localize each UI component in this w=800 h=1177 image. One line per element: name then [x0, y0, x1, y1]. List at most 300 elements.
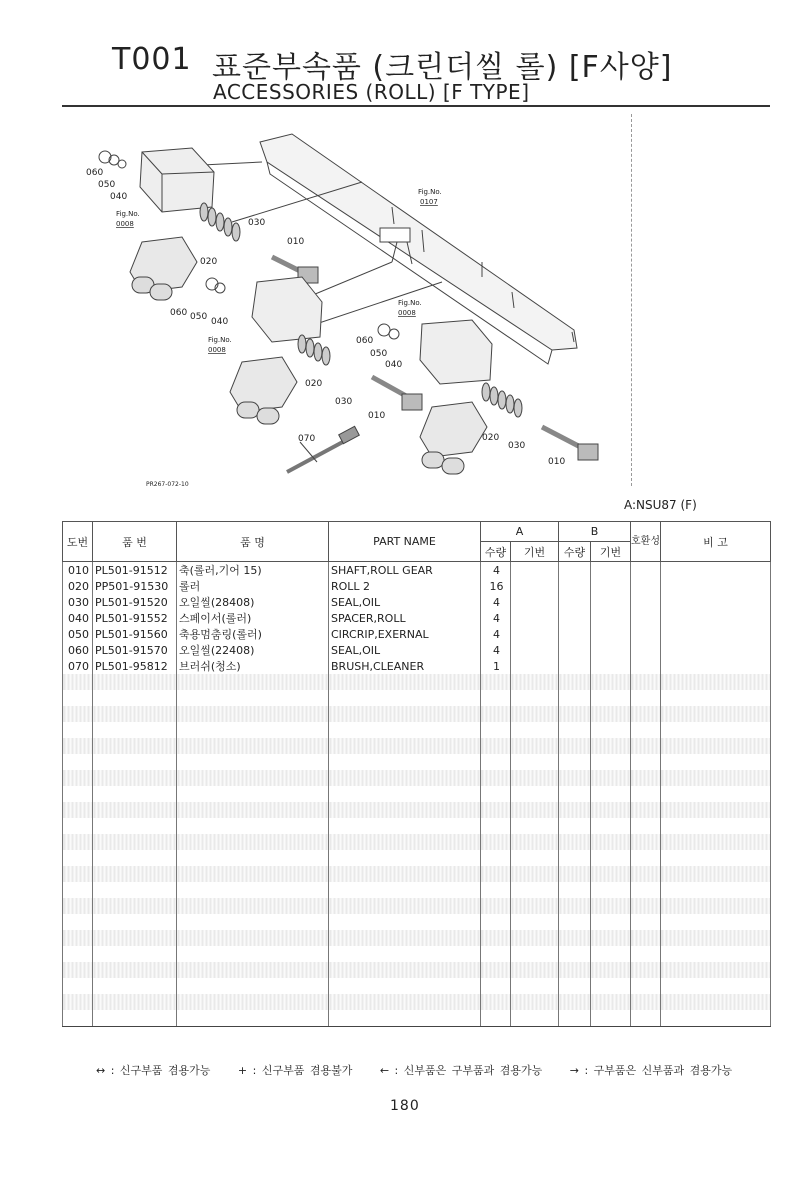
- cell-empty: [63, 978, 93, 994]
- cell-empty: [631, 850, 661, 866]
- model-label: A:NSU87 (F): [624, 498, 697, 512]
- col-header-no: 도번: [63, 522, 93, 562]
- cell-no: 070: [63, 658, 93, 674]
- cell-empty: [661, 850, 771, 866]
- cell-empty: [591, 626, 631, 642]
- page-title-english: ACCESSORIES (ROLL) [F TYPE]: [213, 80, 530, 104]
- cell-empty: [559, 658, 591, 674]
- cell-empty: [63, 930, 93, 946]
- cell-empty: [511, 562, 559, 579]
- cell-empty: [329, 770, 481, 786]
- cell-empty: [63, 898, 93, 914]
- cell-empty: [93, 962, 177, 978]
- cell-empty: [63, 770, 93, 786]
- cell-empty: [329, 994, 481, 1010]
- cell-empty: [177, 786, 329, 802]
- cell-empty: [63, 914, 93, 930]
- cell-no: 020: [63, 578, 93, 594]
- cell-empty: [481, 914, 511, 930]
- cell-empty: [661, 706, 771, 722]
- cell-empty: [63, 802, 93, 818]
- cell-empty: [631, 786, 661, 802]
- table-row-blank: [63, 802, 771, 818]
- cell-empty: [177, 850, 329, 866]
- cell-empty: [511, 866, 559, 882]
- cell-qty-a: 4: [481, 626, 511, 642]
- table-row-blank: [63, 978, 771, 994]
- col-header-qty-b: 수량: [559, 542, 591, 562]
- table-row: [63, 562, 771, 579]
- cell-empty: [661, 642, 771, 658]
- cell-empty: [329, 962, 481, 978]
- cell-empty: [591, 898, 631, 914]
- cell-empty: [591, 690, 631, 706]
- cell-empty: [559, 978, 591, 994]
- callout-060-a: 060: [86, 168, 104, 178]
- callout-020-c: 020: [482, 433, 500, 443]
- cell-empty: [63, 786, 93, 802]
- cell-empty: [63, 738, 93, 754]
- callout-050-c: 050: [370, 349, 388, 359]
- cell-empty: [63, 834, 93, 850]
- fig-ref-code-4: 0008: [398, 309, 416, 317]
- col-header-group-a: A: [481, 522, 559, 542]
- cell-empty: [661, 962, 771, 978]
- legend-item-4: → : 구부품은 신부품과 겸용가능: [569, 1064, 733, 1077]
- cell-empty: [481, 930, 511, 946]
- cell-empty: [177, 690, 329, 706]
- cell-name-kr: 브러쉬(청소): [177, 658, 329, 674]
- cell-name-kr: 축(롤러,기어 15): [177, 562, 329, 579]
- cell-empty: [329, 802, 481, 818]
- table-row-blank: [63, 946, 771, 962]
- cell-empty: [591, 610, 631, 626]
- table-row: [63, 578, 771, 594]
- fig-ref-code-3: 0008: [208, 346, 226, 354]
- cell-empty: [559, 994, 591, 1010]
- cell-empty: [481, 962, 511, 978]
- cell-empty: [177, 802, 329, 818]
- cell-empty: [177, 882, 329, 898]
- cell-empty: [93, 834, 177, 850]
- col-header-part-name: PART NAME: [329, 522, 481, 562]
- cell-empty: [177, 962, 329, 978]
- cell-name-kr: 오일씰(22408): [177, 642, 329, 658]
- cell-empty: [329, 754, 481, 770]
- cell-empty: [591, 674, 631, 690]
- cell-empty: [661, 866, 771, 882]
- cell-part-name: SEAL,OIL: [329, 642, 481, 658]
- cell-empty: [63, 962, 93, 978]
- cell-empty: [559, 738, 591, 754]
- cell-empty: [559, 610, 591, 626]
- cell-empty: [631, 914, 661, 930]
- cell-empty: [93, 946, 177, 962]
- cell-empty: [177, 722, 329, 738]
- cell-empty: [511, 850, 559, 866]
- table-row: [63, 626, 771, 642]
- table-row-blank: [63, 786, 771, 802]
- cell-empty: [511, 962, 559, 978]
- cell-empty: [481, 706, 511, 722]
- cell-qty-a: 16: [481, 578, 511, 594]
- cell-empty: [329, 674, 481, 690]
- table-row: [63, 594, 771, 610]
- callout-060-b: 060: [170, 308, 188, 318]
- cell-empty: [559, 850, 591, 866]
- cell-part-name: CIRCRIP,EXERNAL: [329, 626, 481, 642]
- cell-empty: [631, 866, 661, 882]
- callout-010-a: 010: [287, 237, 305, 247]
- cell-empty: [631, 690, 661, 706]
- cell-empty: [559, 562, 591, 579]
- cell-empty: [591, 930, 631, 946]
- cell-empty: [93, 722, 177, 738]
- cell-name-kr: 오일씰(28408): [177, 594, 329, 610]
- cell-empty: [591, 594, 631, 610]
- cell-empty: [559, 770, 591, 786]
- fig-ref-code-2: 0008: [116, 220, 134, 228]
- cell-no: 050: [63, 626, 93, 642]
- cell-empty: [661, 626, 771, 642]
- header-rule: [62, 105, 770, 107]
- callout-030-c: 030: [508, 441, 526, 451]
- table-row-blank: [63, 754, 771, 770]
- cell-empty: [177, 674, 329, 690]
- cell-empty: [93, 1010, 177, 1027]
- cell-empty: [481, 722, 511, 738]
- cell-empty: [481, 946, 511, 962]
- cell-no: 030: [63, 594, 93, 610]
- table-row-blank: [63, 994, 771, 1010]
- page-number: 180: [390, 1098, 420, 1114]
- cell-empty: [591, 642, 631, 658]
- cell-empty: [511, 946, 559, 962]
- table-row-blank: [63, 866, 771, 882]
- cell-empty: [481, 802, 511, 818]
- cell-empty: [591, 994, 631, 1010]
- legend-item-2: + : 신구부품 겸용불가: [237, 1064, 353, 1077]
- cell-empty: [329, 946, 481, 962]
- cell-empty: [511, 594, 559, 610]
- cell-empty: [93, 978, 177, 994]
- drawing-id: PR267-072-10: [146, 481, 189, 488]
- cell-part-no: PL501-91512: [93, 562, 177, 579]
- cell-empty: [559, 802, 591, 818]
- cell-empty: [329, 882, 481, 898]
- cell-empty: [329, 738, 481, 754]
- cell-empty: [481, 690, 511, 706]
- cell-empty: [481, 978, 511, 994]
- cell-empty: [329, 722, 481, 738]
- page-code: T001: [112, 42, 192, 77]
- cell-empty: [63, 722, 93, 738]
- callout-070: 070: [298, 434, 316, 444]
- callout-030-a: 030: [248, 218, 266, 228]
- table-row-blank: [63, 674, 771, 690]
- cell-empty: [329, 786, 481, 802]
- cell-empty: [511, 642, 559, 658]
- cell-empty: [93, 770, 177, 786]
- cell-empty: [559, 914, 591, 930]
- cell-empty: [511, 738, 559, 754]
- cell-qty-a: 4: [481, 562, 511, 579]
- table-row: [63, 642, 771, 658]
- cell-empty: [93, 802, 177, 818]
- fig-ref-code-1: 0107: [420, 198, 438, 206]
- cell-empty: [631, 658, 661, 674]
- cell-empty: [631, 610, 661, 626]
- cell-empty: [631, 674, 661, 690]
- col-header-base-b: 기번: [591, 542, 631, 562]
- cell-empty: [591, 562, 631, 579]
- cell-empty: [511, 578, 559, 594]
- cell-empty: [177, 994, 329, 1010]
- cell-empty: [591, 706, 631, 722]
- cell-empty: [591, 1010, 631, 1027]
- cell-empty: [661, 690, 771, 706]
- cell-empty: [93, 898, 177, 914]
- cell-empty: [559, 594, 591, 610]
- cell-empty: [661, 914, 771, 930]
- cell-empty: [631, 946, 661, 962]
- cell-empty: [559, 786, 591, 802]
- cell-empty: [177, 770, 329, 786]
- cell-empty: [93, 754, 177, 770]
- cell-empty: [661, 786, 771, 802]
- cell-empty: [591, 578, 631, 594]
- col-header-name-kr: 품 명: [177, 522, 329, 562]
- cell-empty: [661, 818, 771, 834]
- cell-empty: [93, 818, 177, 834]
- diagram-divider: [631, 114, 632, 486]
- cell-empty: [591, 802, 631, 818]
- cell-empty: [591, 946, 631, 962]
- cell-empty: [481, 674, 511, 690]
- cell-empty: [93, 914, 177, 930]
- cell-empty: [559, 818, 591, 834]
- cell-empty: [591, 866, 631, 882]
- cell-empty: [177, 946, 329, 962]
- table-row-blank: [63, 770, 771, 786]
- table-row-blank: [63, 914, 771, 930]
- table-row-blank: [63, 930, 771, 946]
- cell-empty: [177, 706, 329, 722]
- cell-empty: [511, 690, 559, 706]
- cell-part-name: BRUSH,CLEANER: [329, 658, 481, 674]
- cell-empty: [329, 850, 481, 866]
- cell-empty: [511, 994, 559, 1010]
- cell-empty: [591, 914, 631, 930]
- cell-empty: [591, 722, 631, 738]
- cell-empty: [63, 674, 93, 690]
- cell-empty: [631, 898, 661, 914]
- cell-empty: [93, 786, 177, 802]
- callout-010-c: 010: [548, 457, 566, 467]
- cell-empty: [177, 818, 329, 834]
- callout-020-a: 020: [200, 257, 218, 267]
- cell-part-name: SEAL,OIL: [329, 594, 481, 610]
- table-row-blank: [63, 850, 771, 866]
- parts-table-body: [63, 562, 771, 1027]
- cell-part-name: ROLL 2: [329, 578, 481, 594]
- cell-empty: [481, 770, 511, 786]
- cell-qty-a: 1: [481, 658, 511, 674]
- cell-empty: [591, 738, 631, 754]
- cell-empty: [511, 722, 559, 738]
- cell-empty: [511, 818, 559, 834]
- cell-empty: [661, 738, 771, 754]
- table-row-blank: [63, 818, 771, 834]
- cell-empty: [631, 626, 661, 642]
- cell-empty: [177, 898, 329, 914]
- cell-empty: [93, 930, 177, 946]
- cell-empty: [93, 850, 177, 866]
- cell-empty: [631, 834, 661, 850]
- cell-name-kr: 스페이서(롤러): [177, 610, 329, 626]
- table-row-blank: [63, 882, 771, 898]
- table-row-blank: [63, 834, 771, 850]
- cell-empty: [511, 626, 559, 642]
- cell-empty: [631, 594, 661, 610]
- callout-050-b: 050: [190, 312, 208, 322]
- cell-empty: [329, 898, 481, 914]
- fig-ref-label-3: Fig.No.: [208, 336, 232, 344]
- cell-empty: [591, 882, 631, 898]
- page-title-korean: 표준부속품 (크린더씰 롤) [F사양]: [212, 50, 673, 85]
- cell-empty: [559, 642, 591, 658]
- cell-empty: [559, 866, 591, 882]
- callout-050-a: 050: [98, 180, 116, 190]
- cell-empty: [661, 722, 771, 738]
- col-header-group-b: B: [559, 522, 631, 542]
- fig-ref-label-2: Fig.No.: [116, 210, 140, 218]
- cell-empty: [661, 882, 771, 898]
- cell-part-no: PL501-91570: [93, 642, 177, 658]
- cell-empty: [559, 834, 591, 850]
- cell-empty: [661, 898, 771, 914]
- cell-empty: [631, 642, 661, 658]
- parts-table: [62, 521, 771, 1027]
- cell-empty: [511, 978, 559, 994]
- cell-empty: [559, 706, 591, 722]
- cell-empty: [481, 850, 511, 866]
- cell-empty: [661, 594, 771, 610]
- cell-empty: [329, 930, 481, 946]
- cell-empty: [93, 706, 177, 722]
- cell-empty: [63, 866, 93, 882]
- cell-empty: [511, 610, 559, 626]
- cell-empty: [177, 930, 329, 946]
- cell-empty: [177, 834, 329, 850]
- cell-empty: [559, 722, 591, 738]
- cell-empty: [481, 818, 511, 834]
- cell-empty: [481, 754, 511, 770]
- cell-empty: [631, 722, 661, 738]
- cell-name-kr: 롤러: [177, 578, 329, 594]
- cell-empty: [329, 978, 481, 994]
- col-header-qty-a: 수량: [481, 542, 511, 562]
- cell-empty: [661, 754, 771, 770]
- cell-empty: [631, 962, 661, 978]
- table-row-blank: [63, 1010, 771, 1027]
- compatibility-legend: [96, 1062, 754, 1078]
- cell-empty: [661, 674, 771, 690]
- cell-empty: [661, 834, 771, 850]
- cell-empty: [631, 882, 661, 898]
- cell-empty: [511, 658, 559, 674]
- cell-empty: [177, 1010, 329, 1027]
- cell-empty: [329, 690, 481, 706]
- cell-empty: [329, 1010, 481, 1027]
- cell-empty: [511, 882, 559, 898]
- fig-ref-label-1: Fig.No.: [418, 188, 442, 196]
- cell-empty: [63, 850, 93, 866]
- cell-empty: [63, 1010, 93, 1027]
- cell-part-no: PL501-95812: [93, 658, 177, 674]
- cell-empty: [661, 658, 771, 674]
- cell-part-name: SHAFT,ROLL GEAR: [329, 562, 481, 579]
- cell-qty-a: 4: [481, 642, 511, 658]
- cell-empty: [661, 802, 771, 818]
- cell-empty: [329, 818, 481, 834]
- cell-empty: [559, 674, 591, 690]
- cell-empty: [631, 706, 661, 722]
- cell-empty: [481, 834, 511, 850]
- fig-ref-label-4: Fig.No.: [398, 299, 422, 307]
- cell-empty: [631, 818, 661, 834]
- cell-part-name: SPACER,ROLL: [329, 610, 481, 626]
- cell-no: 010: [63, 562, 93, 579]
- cell-empty: [511, 674, 559, 690]
- cell-empty: [177, 754, 329, 770]
- cell-empty: [177, 738, 329, 754]
- table-row-blank: [63, 898, 771, 914]
- cell-empty: [631, 738, 661, 754]
- cell-empty: [481, 866, 511, 882]
- cell-empty: [591, 754, 631, 770]
- cell-empty: [63, 994, 93, 1010]
- exploded-parts-diagram: [62, 112, 630, 500]
- cell-empty: [559, 882, 591, 898]
- callout-010-b: 010: [368, 411, 386, 421]
- cell-empty: [591, 978, 631, 994]
- cell-empty: [511, 770, 559, 786]
- cell-empty: [93, 882, 177, 898]
- cell-empty: [661, 946, 771, 962]
- table-row: [63, 610, 771, 626]
- col-header-remark: 비 고: [661, 522, 771, 562]
- cell-empty: [591, 834, 631, 850]
- cell-empty: [631, 978, 661, 994]
- cell-empty: [559, 962, 591, 978]
- cell-no: 040: [63, 610, 93, 626]
- table-row-blank: [63, 722, 771, 738]
- cell-empty: [329, 914, 481, 930]
- cell-empty: [631, 802, 661, 818]
- cell-part-no: PL501-91520: [93, 594, 177, 610]
- cell-empty: [661, 994, 771, 1010]
- cell-empty: [511, 802, 559, 818]
- cell-empty: [511, 914, 559, 930]
- cell-empty: [93, 738, 177, 754]
- cell-part-no: PL501-91560: [93, 626, 177, 642]
- cell-empty: [591, 658, 631, 674]
- cell-empty: [661, 930, 771, 946]
- col-header-part-no: 품 번: [93, 522, 177, 562]
- col-header-compat: 호환성: [631, 522, 661, 562]
- cell-empty: [631, 770, 661, 786]
